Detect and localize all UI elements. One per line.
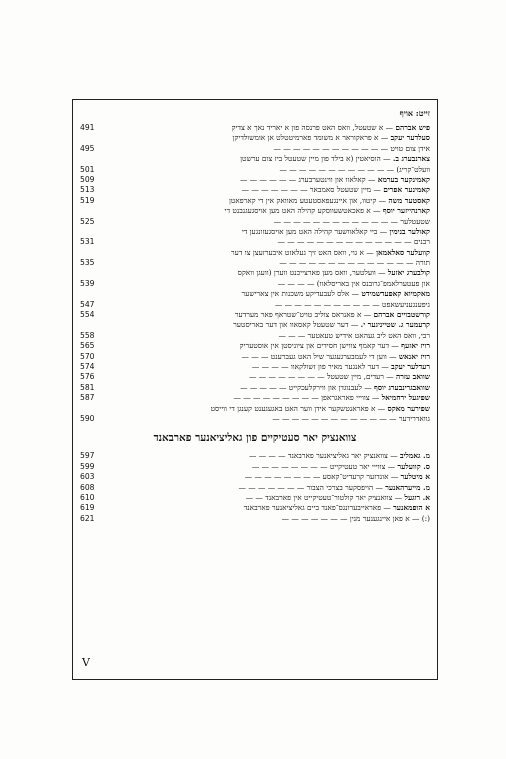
toc-author-name: מ. גאמליב xyxy=(399,451,430,461)
toc-title: גיפענגעניעשאפט — — — — — — — — — — — xyxy=(274,299,430,309)
toc-author-name: רויז יאנאש xyxy=(398,351,430,361)
toc-title: רבי, וואס האט ליב געהאט אידיש טעאטער — — — xyxy=(278,330,430,340)
toc-entry xyxy=(80,248,430,258)
toc-title: — צוואנציק יאר גאליציאנער פארבאנד — — — — xyxy=(248,451,400,461)
toc-entry xyxy=(80,352,430,362)
toc-author-name: קארנהייזער יוסף xyxy=(382,206,430,216)
toc-entry-text xyxy=(104,493,430,503)
toc-entry-text xyxy=(104,144,430,154)
toc-entry xyxy=(80,414,430,424)
page-number-roman: V xyxy=(82,656,90,669)
toc-page-number: 539 xyxy=(80,278,95,288)
toc-entry-text xyxy=(104,462,430,472)
toc-title: — הוסיאטין (א בילד פון מיין שטעטל ביז צום ערשטן xyxy=(240,154,393,164)
toc-entry xyxy=(80,300,430,310)
toc-title: — אונדזער קרעדיט־קאסע — — — — — — — — xyxy=(244,472,401,482)
toc-author-name: קורשטבויים אברהם xyxy=(373,310,430,320)
toc-author-name: שוואבגרינבערג יוסף xyxy=(374,382,430,392)
toc-entry xyxy=(80,341,430,351)
toc-title: — ווען די לעמבערגעגער שיל האט געברענט — — — xyxy=(241,351,399,361)
toc-author-name: רעדלער יעקב xyxy=(391,361,430,371)
toc-author-name: קאמינקער בערמא xyxy=(377,174,430,184)
toc-author-name: שפיגעל ירחמיאל xyxy=(381,393,430,403)
toc-entry xyxy=(80,362,430,372)
toc-title: גוואדרידער — — — — — — — — — — — — — xyxy=(272,413,430,423)
toc-page-number: 535 xyxy=(80,258,95,268)
toc-entry xyxy=(80,165,430,175)
toc-title: — רעדים, מיין שטעטל — — — — — — — — xyxy=(249,372,396,382)
toc-entry-text xyxy=(104,248,430,258)
toc-page-number: 525 xyxy=(80,216,95,226)
toc-page-number: 587 xyxy=(80,393,95,403)
toc-author-name: א הופמאנער xyxy=(393,503,430,513)
toc-entry xyxy=(80,133,430,143)
toc-title: — דער שטעטל קאסאוו און דער באריסטער xyxy=(233,320,361,330)
toc-author-name: קרעמער ג. שטייניגער י. xyxy=(360,320,430,330)
toc-title: — א פראקוראר א משומד פארמיטטלט אן אומשולדיקן xyxy=(232,133,391,143)
toc-title: — קיטוו, און איינגעפאסטעטע מאוואק אין די קארפאטן xyxy=(228,195,389,205)
toc-title: — דער לאנגער מאיר פון זשולקאוו — — — — xyxy=(251,361,392,371)
toc-entry xyxy=(80,493,430,503)
toc-page-number: 513 xyxy=(80,185,95,195)
toc-entry xyxy=(80,123,430,133)
toc-author-name: א מיטלער xyxy=(400,472,430,482)
toc-page-number: 491 xyxy=(80,123,95,132)
toc-entry xyxy=(80,320,430,330)
toc-entry-text xyxy=(104,310,430,320)
toc-entry-text xyxy=(104,372,430,382)
toc-entry xyxy=(80,310,430,320)
toc-entry xyxy=(80,206,430,216)
toc-title: — א גוי, וואס האט זיך געלאזט איבערזעצן צו דער xyxy=(231,247,377,257)
toc-entry-text xyxy=(104,258,430,268)
toc-entry xyxy=(80,185,430,195)
toc-page-number: 519 xyxy=(80,195,95,205)
toc-author-name: שוואב עזרה xyxy=(395,372,430,382)
toc-title: — הויפסקער בצרכי הצבור — — — — — — — xyxy=(238,482,386,492)
toc-author-name: קאמינער אפרים xyxy=(383,185,430,195)
toc-title: — א פאראנטשקער אידן ווער האט באגעגענט קענגן די ווייסט xyxy=(210,403,388,413)
toc-entry-text xyxy=(104,196,430,206)
toc-entry-text xyxy=(104,154,430,164)
toc-entry xyxy=(80,217,430,227)
toc-entry-text xyxy=(104,483,430,493)
toc-page-number: 565 xyxy=(80,341,95,351)
toc-page-number: 619 xyxy=(80,503,95,513)
toc-author-name: קולבערג יאזעל xyxy=(387,268,430,278)
toc-author-name: קוועלער סאלאמאן xyxy=(376,247,430,257)
toc-author-name: קאולער בנימין xyxy=(389,226,430,236)
page-column-header: זייט: אויף xyxy=(399,108,430,118)
toc-entry-text xyxy=(104,383,430,393)
toc-entry-text xyxy=(104,320,430,330)
toc-entry-text xyxy=(104,206,430,216)
toc-author-name: מאקמיוא קאפעדשמידט xyxy=(361,289,430,299)
toc-author-name: סעלדער יעקב xyxy=(390,133,430,143)
toc-title: — דער קאמף צווישן חסידים און ציוניסטן אין אוסטעריק xyxy=(239,341,402,351)
toc-entry xyxy=(80,451,430,461)
toc-page-number: 608 xyxy=(80,482,95,492)
toc-entry-text xyxy=(104,175,430,185)
toc-title: — ביי קאלאוושער קהילה האט מען אויסגעזונגען די xyxy=(241,226,390,236)
toc-entry-text xyxy=(104,472,430,482)
toc-title: — קאלאוו און ווינטערבערג — — — — — — xyxy=(240,174,378,184)
toc-entry xyxy=(80,258,430,268)
toc-title: וועלט־קריג) — — — — — — — — — — — — xyxy=(279,164,430,174)
toc-entry xyxy=(80,237,430,247)
toc-entry-text xyxy=(104,300,430,310)
toc-title: — צווייי פאראגראפן — — — — — — — — — xyxy=(233,393,382,403)
toc-page-number: 603 xyxy=(80,472,95,482)
entry-list-section xyxy=(80,451,430,524)
toc-page-number: 599 xyxy=(80,461,95,471)
toc-entry xyxy=(80,175,430,185)
toc-entry xyxy=(80,227,430,237)
toc-entry-text xyxy=(104,414,430,424)
toc-page-number: 570 xyxy=(80,351,95,361)
toc-page-number: 547 xyxy=(80,299,95,309)
toc-title: — אלס לעבעדיקע משכנות אין צארישער xyxy=(241,289,362,299)
toc-title: — מיין שטעטל סאמבאר — — — — — — — xyxy=(241,185,384,195)
toc-title: — צוואנציק יאר קולטור־טעטיקייט אין פארבאנד — — xyxy=(245,492,405,502)
toc-entry xyxy=(80,279,430,289)
toc-page-number: 621 xyxy=(80,513,95,523)
toc-entry-text xyxy=(104,268,430,278)
entry-list xyxy=(80,123,430,424)
toc-entry-text xyxy=(104,123,430,133)
toc-author-name: שפירער מאקס xyxy=(387,403,430,413)
toc-entry xyxy=(80,393,430,403)
toc-page-number: 597 xyxy=(80,451,95,461)
toc-entry-text xyxy=(104,393,430,403)
toc-page-number: 509 xyxy=(80,174,95,184)
toc-entry xyxy=(80,372,430,382)
toc-entry xyxy=(80,154,430,164)
toc-entry-text xyxy=(104,217,430,227)
toc-entry xyxy=(80,331,430,341)
toc-page-number: 554 xyxy=(80,310,95,320)
toc-entry-text xyxy=(104,514,430,524)
toc-entry-text xyxy=(104,279,430,289)
toc-title: תורה — — — — — — — — — — — — — — xyxy=(279,258,430,268)
toc-page-number: 574 xyxy=(80,361,95,371)
toc-page-number: 501 xyxy=(80,164,95,174)
toc-title: — פאראייבערונגס־פאנד ביים גאליציאנער פארבאנד xyxy=(243,503,394,513)
toc-title: — צווייי יאר טעטיקייט — — — — — — — — xyxy=(251,461,398,471)
toc-entry-text xyxy=(104,227,430,237)
toc-title: — א שטעטל, וואס האט פרנסה פון א יאריד נאך א צדיק xyxy=(231,123,396,132)
toc-entry-text xyxy=(104,331,430,341)
toc-entry xyxy=(80,514,430,524)
toc-page-number: 610 xyxy=(80,492,95,502)
toc-entry-text xyxy=(104,451,430,461)
toc-entry-text xyxy=(104,237,430,247)
toc-entry xyxy=(80,144,430,154)
toc-entry-text xyxy=(104,341,430,351)
toc-author-name: א. רוגעל xyxy=(404,492,430,502)
table-of-contents xyxy=(80,108,430,524)
toc-author-name: צארנבערג ב. xyxy=(392,154,430,164)
toc-title: — א פאנראס צוליב טויט־שטראף פאר מערדער xyxy=(234,310,374,320)
toc-entry-text xyxy=(104,404,430,414)
section-title: צוואנציק יאר סעטיקיים פון גאליציאנער פארבאנד xyxy=(153,432,357,445)
toc-entry xyxy=(80,196,430,206)
toc-entry xyxy=(80,472,430,482)
toc-title: — לעבנוגדן און ווירקלעכקייט — — — — — xyxy=(240,382,375,392)
toc-title: רבנים — — — — — — — — — — — — — — xyxy=(277,237,430,247)
toc-entry-text xyxy=(104,289,430,299)
toc-entry-text xyxy=(104,133,430,143)
toc-page-number: 581 xyxy=(80,382,95,392)
toc-entry-text xyxy=(104,503,430,513)
toc-title: — א פאכאטשעווסקע קהילה האט מען אויסגעגנבנט די xyxy=(224,206,383,216)
toc-page-number: 576 xyxy=(80,372,95,382)
toc-entry xyxy=(80,503,430,513)
toc-title: (:) — א פאן איינגענער מנין — — — — — — — xyxy=(281,513,430,523)
toc-author-name: מ. מייערהאנער xyxy=(385,482,430,492)
toc-page-number: 590 xyxy=(80,413,95,423)
toc-entry xyxy=(80,289,430,299)
toc-entry xyxy=(80,268,430,278)
toc-entry-text xyxy=(104,165,430,175)
toc-page-number: 531 xyxy=(80,237,95,247)
toc-entry-text xyxy=(104,185,430,195)
toc-page-number: 558 xyxy=(80,330,95,340)
toc-author-name: קאסטער משה xyxy=(388,195,430,205)
toc-entry xyxy=(80,483,430,493)
toc-title: און פעטערלאמפ־גרובנס אין באריסלאוו) — — — — xyxy=(277,278,430,288)
toc-entry xyxy=(80,383,430,393)
toc-entry-text xyxy=(104,352,430,362)
toc-title: — וועלטער, וואס מען פארצייכנט ווערן (וועגן וואקס xyxy=(237,268,388,278)
toc-author-name: פיש אברהם xyxy=(395,123,430,132)
toc-author-name: ס. קוועלער xyxy=(397,461,430,471)
toc-entry xyxy=(80,462,430,472)
toc-page-number: 495 xyxy=(80,143,95,153)
toc-entry-text xyxy=(104,362,430,372)
toc-title: אידן צום טויט — — — — — — — — — — — — xyxy=(273,143,430,153)
toc-entry xyxy=(80,404,430,414)
toc-author-name: רויז יאזעף xyxy=(401,341,430,351)
toc-title: שטעטלער — — — — — — — — — — — — — xyxy=(273,216,430,226)
